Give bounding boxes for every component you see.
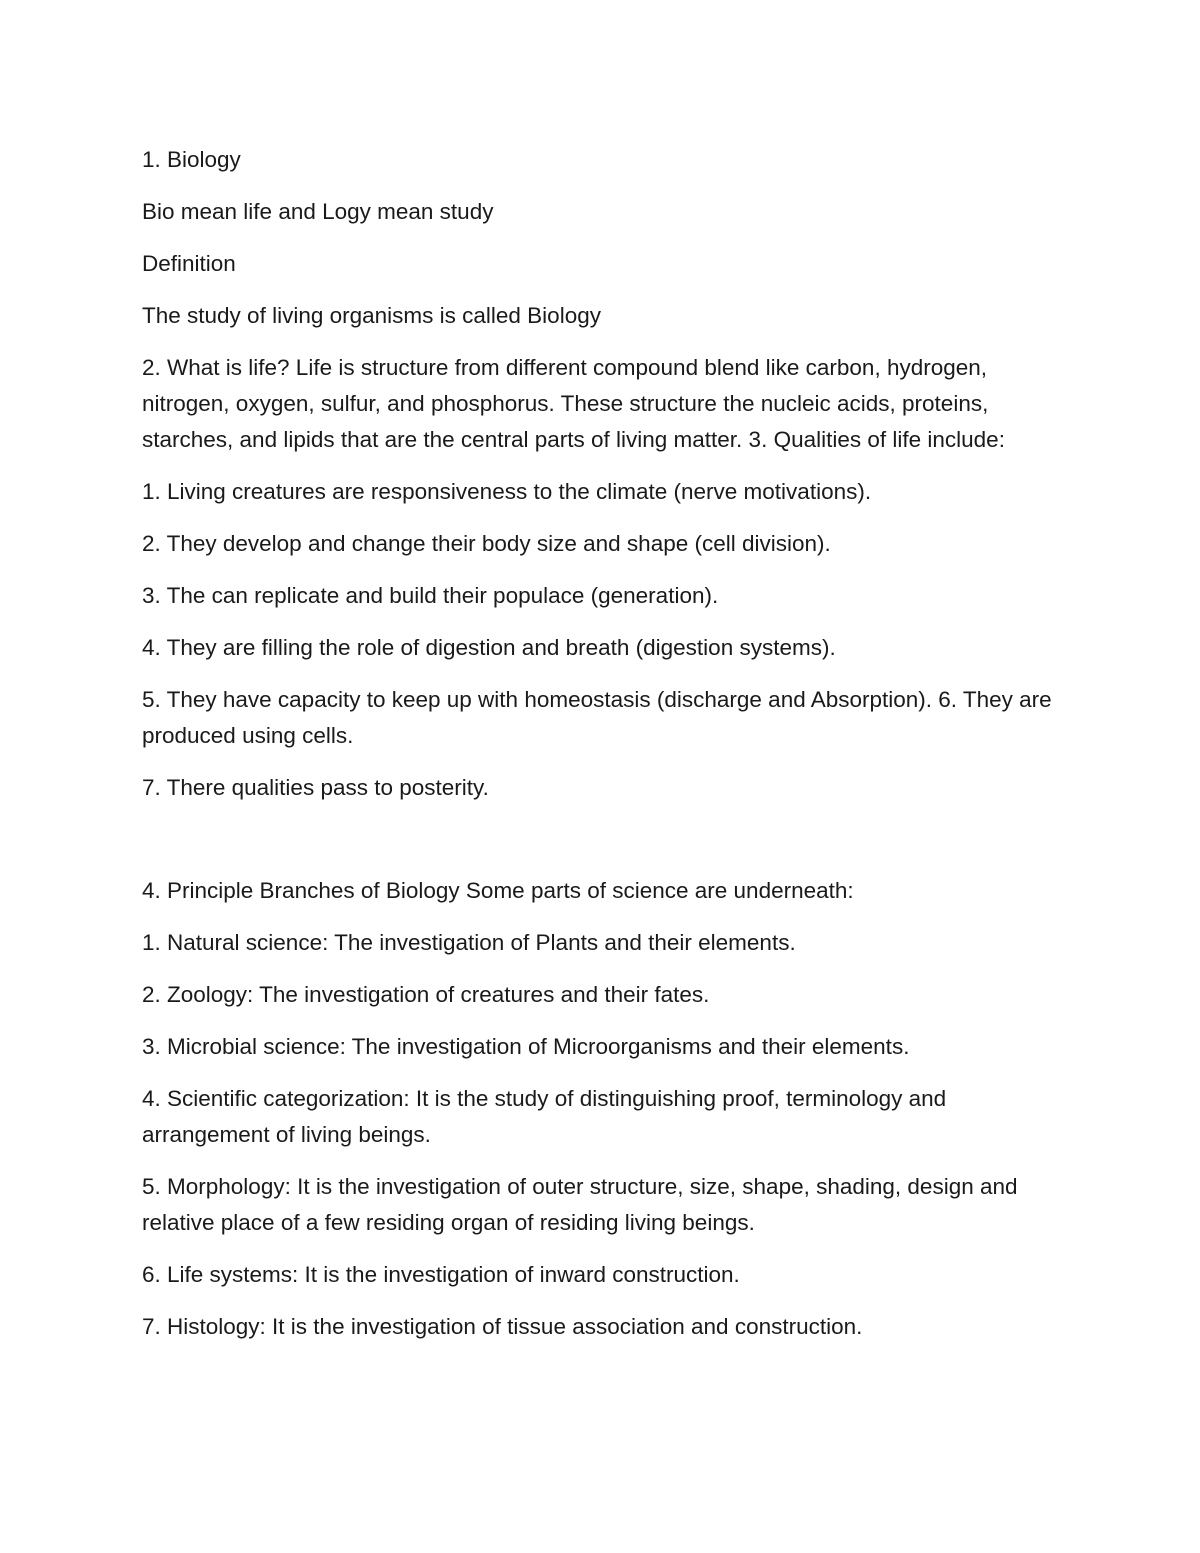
life-quality-item: 1. Living creatures are responsiveness to the climate (nerve motivations). bbox=[142, 479, 872, 504]
life-quality-item: 4. They are filling the role of digestion and breath (digestion systems). bbox=[142, 635, 836, 660]
branches-heading: 4. Principle Branches of Biology Some parts of science are underneath: bbox=[142, 878, 854, 903]
etymology-line: Bio mean life and Logy mean study bbox=[142, 199, 494, 224]
life-quality-item: 2. They develop and change their body size and shape (cell division). bbox=[142, 531, 831, 556]
branch-item: 5. Morphology: It is the investigation of outer structure, size, shape, shading, design and relative place of a few residing organ of residing living beings. bbox=[142, 1174, 1018, 1235]
definition-text: The study of living organisms is called Biology bbox=[142, 303, 601, 328]
life-quality-item: 3. The can replicate and build their populace (generation). bbox=[142, 583, 719, 608]
section-heading-biology: 1. Biology bbox=[142, 147, 241, 172]
definition-label: Definition bbox=[142, 251, 236, 276]
life-quality-item: 7. There qualities pass to posterity. bbox=[142, 775, 489, 800]
branch-item: 7. Histology: It is the investigation of tissue association and construction. bbox=[142, 1314, 863, 1339]
document-body bbox=[142, 142, 1072, 1361]
branch-item: 3. Microbial science: The investigation of Microorganisms and their elements. bbox=[142, 1034, 910, 1059]
life-quality-item: 5. They have capacity to keep up with homeostasis (discharge and Absorption). 6. They are produced using cells. bbox=[142, 687, 1052, 748]
branch-item: 1. Natural science: The investigation of Plants and their elements. bbox=[142, 930, 796, 955]
branch-item: 2. Zoology: The investigation of creatures and their fates. bbox=[142, 982, 710, 1007]
what-is-life-paragraph: 2. What is life? Life is structure from different compound blend like carbon, hydrogen, nitrogen, oxygen, sulfur, and phosphorus. These structure the nucleic acids, proteins, starches, and lipids that are the central parts of living matter. 3. Qualities of life include: bbox=[142, 355, 1005, 452]
branch-item: 4. Scientific categorization: It is the study of distinguishing proof, terminology and arrangement of living beings. bbox=[142, 1086, 947, 1147]
branch-item: 6. Life systems: It is the investigation of inward construction. bbox=[142, 1262, 740, 1287]
